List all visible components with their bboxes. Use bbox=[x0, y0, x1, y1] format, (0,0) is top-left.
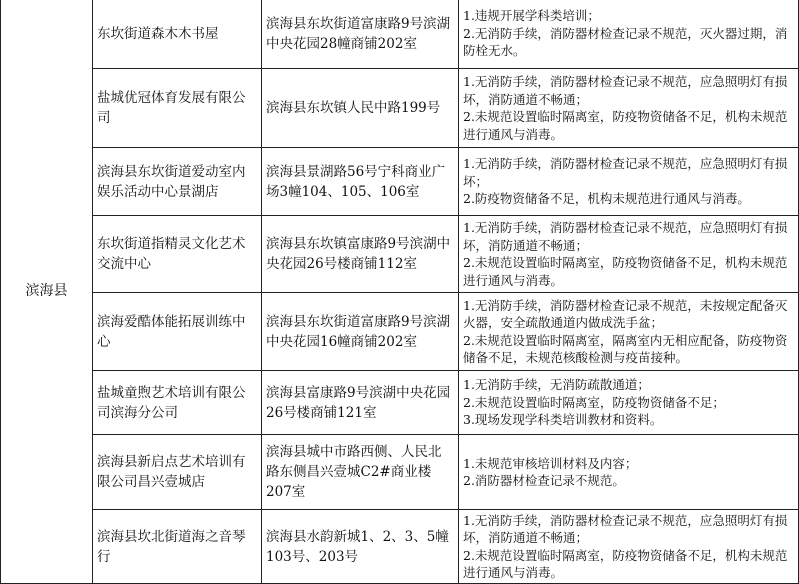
county-cell: 滨海县 bbox=[1, 0, 93, 584]
issue-list bbox=[459, 510, 799, 584]
institution-address: 滨海县水韵新城1、2、3、5幢103号、203号 bbox=[262, 510, 459, 584]
table-row bbox=[1, 371, 799, 435]
issue-item: 1.无消防手续，消防器材检查记录不规范，应急照明灯有损坏，消防通道不畅通； bbox=[463, 74, 788, 107]
institution-address: 滨海县富康路9号滨湖中央花园26号楼商铺121室 bbox=[262, 371, 459, 435]
issue-item: 1.无消防手续，消防器材检查记录不规范，应急照明灯有损坏； bbox=[463, 156, 788, 189]
table-row bbox=[1, 293, 799, 371]
institution-name: 滨海县新启点艺术培训有限公司昌兴壹城店 bbox=[93, 435, 262, 510]
issue-item: 1.无消防手续，消防器材检查记录不规范，未按规定配备灭火器，安全疏散通道内做成洗手盆； bbox=[463, 297, 788, 330]
institution-name: 盐城童煦艺术培训有限公司滨海分公司 bbox=[93, 371, 262, 435]
institution-address: 滨海县东坎街道富康路9号滨湖中央花园28幢商铺202室 bbox=[262, 0, 459, 69]
issue-item: 2.未规范设置临时隔离室，防疫物资储备不足，机构未规范进行通风与消毒。 bbox=[463, 109, 788, 142]
institution-address: 滨海县东坎镇富康路9号滨湖中央花园26号楼商铺112室 bbox=[262, 216, 459, 293]
institution-name: 滨海爱酷体能拓展训练中心 bbox=[93, 293, 262, 371]
issue-item: 3.现场发现学科类培训教材和资料。 bbox=[463, 412, 663, 428]
issue-item: 2.未规范设置临时隔离室，防疫物资储备不足； bbox=[463, 394, 725, 410]
table-row bbox=[1, 69, 799, 148]
issue-list bbox=[459, 435, 799, 510]
institution-address: 滨海县城中市路西侧、人民北路东侧昌兴壹城C2#商业楼207室 bbox=[262, 435, 459, 510]
institution-name: 滨海县东坎街道爱动室内娱乐活动中心景湖店 bbox=[93, 148, 262, 216]
issue-list bbox=[459, 293, 799, 371]
institution-name: 东坎街道指精灵文化艺术交流中心 bbox=[93, 216, 262, 293]
issue-item: 1.无消防手续，无消防疏散通道； bbox=[463, 377, 650, 393]
issue-item: 2.未规范设置临时隔离室，隔离室内无相应配备，防疫物资储备不足，未规范核酸检测与疫苗接种。 bbox=[463, 332, 788, 365]
issue-item: 2.未规范设置临时隔离室，防疫物资储备不足，机构未规范进行通风与消毒。 bbox=[463, 547, 788, 580]
institution-address: 滨海县东坎镇人民中路199号 bbox=[262, 69, 459, 148]
issue-item: 1.违规开展学科类培训； bbox=[463, 8, 600, 24]
issue-list bbox=[459, 371, 799, 435]
issue-item: 2.防疫物资储备不足，机构未规范进行通风与消毒。 bbox=[463, 191, 750, 207]
issue-item: 2.无消防手续，消防器材检查记录不规范，灭火器过期，消防栓无水。 bbox=[463, 25, 788, 59]
table-row bbox=[1, 148, 799, 216]
issue-item: 2.未规范设置临时隔离室，防疫物资储备不足，机构未规范进行通风与消毒。 bbox=[463, 255, 788, 288]
issue-item: 1.未规范审核培训材料及内容； bbox=[463, 455, 638, 471]
issue-item: 1.无消防手续，消防器材检查记录不规范，应急照明灯有损坏，消防通道不畅通； bbox=[463, 512, 788, 545]
issue-list bbox=[459, 216, 799, 293]
issue-list bbox=[459, 69, 799, 148]
institution-name: 盐城优冠体育发展有限公司 bbox=[93, 69, 262, 148]
issue-list bbox=[459, 148, 799, 216]
table-row bbox=[1, 510, 799, 584]
issue-item: 1.无消防手续，消防器材检查记录不规范，应急照明灯有损坏，消防通道不畅通； bbox=[463, 220, 788, 253]
institution-address: 滨海县东坎街道富康路9号滨湖中央花园16幢商铺202室 bbox=[262, 293, 459, 371]
table-row bbox=[1, 435, 799, 510]
institution-name: 东坎街道森木木书屋 bbox=[93, 0, 262, 69]
institution-address: 滨海县景湖路56号宁科商业广场3幢104、105、106室 bbox=[262, 148, 459, 216]
issue-item: 2.消防器材检查记录不规范。 bbox=[463, 473, 625, 488]
issue-list bbox=[459, 0, 799, 69]
table-row bbox=[1, 0, 799, 69]
institution-name: 滨海县坎北街道海之音琴行 bbox=[93, 510, 262, 584]
table-row bbox=[1, 216, 799, 293]
